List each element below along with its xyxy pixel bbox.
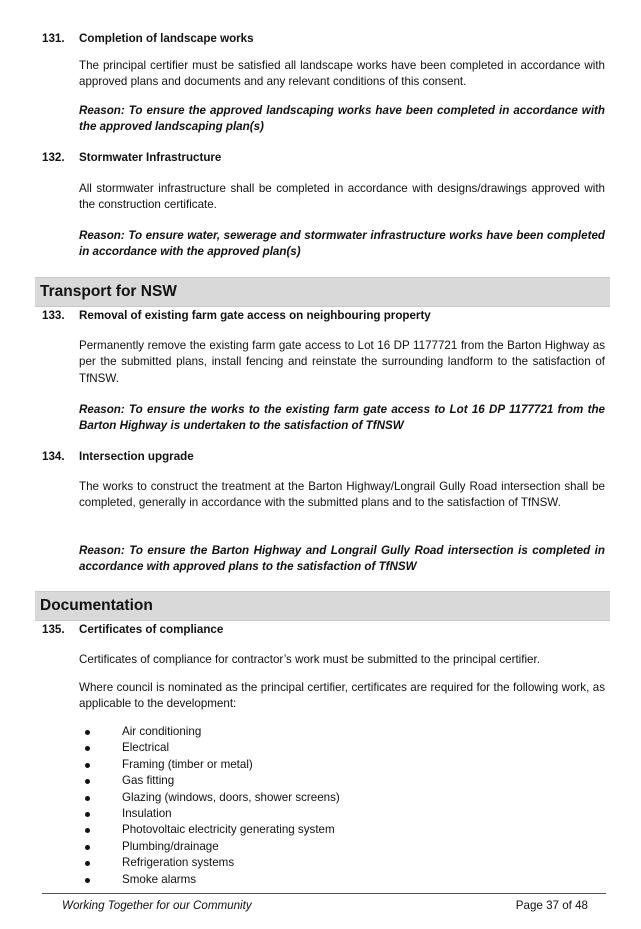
section-title: Documentation <box>40 597 153 614</box>
bullet-icon <box>85 779 90 784</box>
condition-132-heading <box>42 151 221 164</box>
list-item: Gas fitting <box>79 773 340 789</box>
list-item: Insulation <box>79 806 340 822</box>
condition-number: 135. <box>42 623 65 636</box>
condition-134-body: The works to construct the treatment at the Barton Highway/Longrail Gully Road intersection shall be completed, generally in accordance with the submitted plans and to the satisfaction of TfNSW. <box>79 480 605 510</box>
list-item: Electrical <box>79 740 340 756</box>
section-title: Transport for NSW <box>40 283 177 300</box>
compliance-work-list <box>79 724 340 888</box>
list-item: Photovoltaic electricity generating system <box>79 822 340 838</box>
bullet-icon <box>85 730 90 735</box>
condition-132-reason: Reason: To ensure water, sewerage and stormwater infrastructure works have been completed in accordance with the approved plan(s) <box>79 229 605 259</box>
bullet-icon <box>85 878 90 883</box>
condition-number: 134. <box>42 450 65 463</box>
bullet-icon <box>85 812 90 817</box>
condition-135-body: Certificates of compliance for contractor’s work must be submitted to the principal certifier. <box>79 653 540 666</box>
condition-title: Removal of existing farm gate access on neighbouring property <box>79 309 431 322</box>
condition-title: Completion of landscape works <box>79 32 254 45</box>
list-item: Glazing (windows, doors, shower screens) <box>79 790 340 806</box>
section-heading-transport <box>35 277 610 307</box>
condition-number: 132. <box>42 151 65 164</box>
footer-tagline: Working Together for our Community <box>62 899 252 912</box>
condition-133-heading <box>42 309 431 322</box>
condition-131-body: The principal certifier must be satisfied all landscape works have been completed in accordance with approved plans and documents and any relevant conditions of this consent. <box>79 59 605 89</box>
bullet-icon <box>85 861 90 866</box>
section-heading-documentation <box>35 591 610 621</box>
condition-132-body: All stormwater infrastructure shall be completed in accordance with designs/drawings approved with the construction certificate. <box>79 182 605 212</box>
condition-title: Certificates of compliance <box>79 623 224 636</box>
bullet-icon <box>85 845 90 850</box>
list-item: Plumbing/drainage <box>79 839 340 855</box>
condition-number: 133. <box>42 309 65 322</box>
list-item: Air conditioning <box>79 724 340 740</box>
condition-title: Stormwater Infrastructure <box>79 151 222 164</box>
page-number: Page 37 of 48 <box>515 899 588 912</box>
list-item: Smoke alarms <box>79 872 340 888</box>
condition-133-body: Permanently remove the existing farm gate access to Lot 16 DP 1177721 from the Barton Highway as per the submitted plans, install fencing and reinstate the surrounding landform to the satisfaction of TfNSW. <box>79 339 605 385</box>
bullet-icon <box>85 796 90 801</box>
condition-131-reason: Reason: To ensure the approved landscaping works have been completed in accordance with the approved landscaping plan(s) <box>79 104 605 134</box>
condition-134-reason: Reason: To ensure the Barton Highway and Longrail Gully Road intersection is completed in accordance with approved plans to the satisfaction of TfNSW <box>79 544 605 574</box>
condition-133-reason: Reason: To ensure the works to the existing farm gate access to Lot 16 DP 1177721 from the Barton Highway is undertaken to the satisfaction of TfNSW <box>79 403 605 433</box>
bullet-icon <box>85 763 90 768</box>
condition-134-heading <box>42 450 194 463</box>
condition-135-body-2: Where council is nominated as the principal certifier, certificates are required for the following work, as applicable to the development: <box>79 681 605 711</box>
list-item: Framing (timber or metal) <box>79 757 340 773</box>
condition-131-heading <box>42 32 254 45</box>
bullet-icon <box>85 828 90 833</box>
footer-divider <box>42 893 606 894</box>
condition-number: 131. <box>42 32 65 45</box>
list-item: Refrigeration systems <box>79 855 340 871</box>
condition-135-heading <box>42 623 223 636</box>
condition-title: Intersection upgrade <box>79 450 194 463</box>
bullet-icon <box>85 746 90 751</box>
